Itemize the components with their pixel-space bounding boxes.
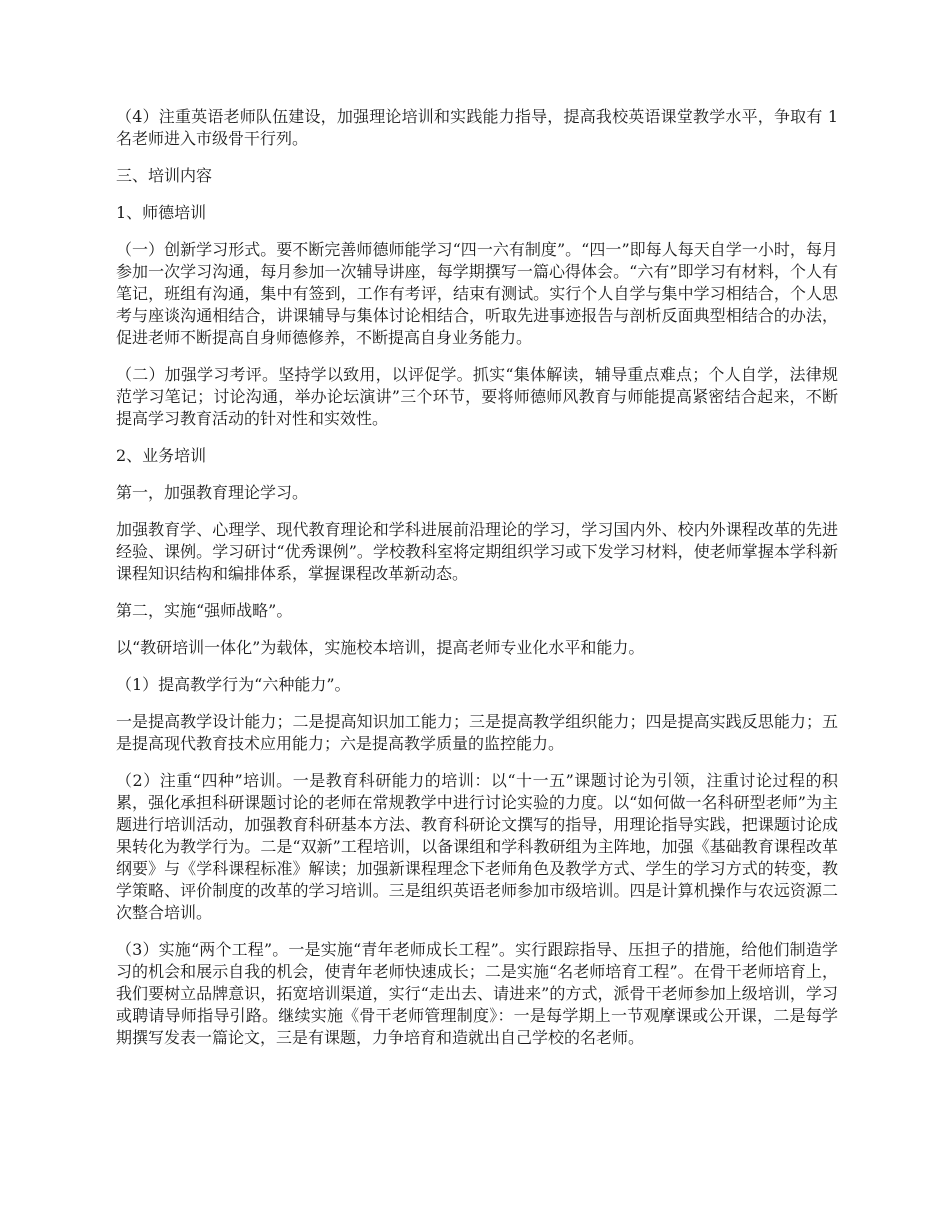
paragraph-strengthen-assessment: （二）加强学习考评。坚持学以致用，以评促学。抓实“集体解读，辅导重点难点；个人自学，法律规范学习笔记；讨论沟通，举办论坛演讲”三个环节，要将师德师风教育与师能提高紧密结合起来，不断提高学习教育活动的针对性和实效性。 — [116, 365, 838, 428]
paragraph-school-based-training: 以“教研培训一体化”为载体，实施校本培训，提高老师专业化水平和能力。 — [116, 638, 645, 657]
document-page — [116, 106, 838, 1064]
paragraph-six-abilities-title: （1）提高教学行为“六种能力”。 — [116, 675, 351, 694]
paragraph-two-projects: （3）实施“两个工程”。一是实施“青年老师成长工程”。实行跟踪指导、压担子的措施，给他们制造学习的机会和展示自我的机会，使青年老师快速成长；二是实施“名老师培育工程”。在骨干老师培育上，我们要树立品牌意识，拓宽培训渠道，实行“走出去、请进来”的方式，派骨干老师参加上级培训，学习或聘请导师指导引路。继续实施《骨干老师管理制度》：一是每学期上一节观摩课或公开课，二是每学期撰写发表一篇论文，三是有课题，力争培育和造就出自己学校的名老师。 — [116, 940, 838, 1047]
paragraph-first-theory: 第一，加强教育理论学习。 — [116, 483, 309, 502]
paragraph-six-abilities-detail: 一是提高教学设计能力；二是提高知识加工能力；三是提高教学组织能力；四是提高实践反思能力；五是提高现代教育技术应用能力；六是提高教学质量的监控能力。 — [116, 712, 838, 753]
paragraph-theory-detail: 加强教育学、心理学、现代教育理论和学科进展前沿理论的学习，学习国内外、校内外课程改革的先进经验、课例。学习研讨“优秀课例”。学校教科室将定期组织学习或下发学习材料，使老师掌握本学科新课程知识结构和编排体系，掌握课程改革新动态。 — [116, 520, 838, 583]
paragraph-teacher-team-goal: （4）注重英语老师队伍建设，加强理论培训和实践能力指导，提高我校英语课堂教学水平，争取有 1 名老师进入市级骨干行列。 — [116, 107, 838, 148]
subheading-ethics-training: 1、师德培训 — [116, 203, 207, 222]
section-heading-training-content: 三、培训内容 — [116, 166, 213, 185]
paragraph-innovate-learning-form: （一）创新学习形式。要不断完善师德师能学习“四一六有制度”。“四一”即每人每天自学一小时，每月参加一次学习沟通，每月参加一次辅导讲座，每学期撰写一篇心得体会。“六有”即学习有材料，个人有笔记，班组有沟通，集中有签到，工作有考评，结束有测试。实行个人自学与集中学习相结合，个人思考与座谈沟通相结合，讲课辅导与集体讨论相结合，听取先进事迹报告与剖析反面典型相结合的办法，促进老师不断提高自身师德修养，不断提高自身业务能力。 — [116, 240, 838, 347]
subheading-professional-training: 2、业务培训 — [116, 446, 207, 465]
paragraph-second-strategy: 第二，实施“强师战略”。 — [116, 601, 293, 620]
paragraph-four-trainings: （2）注重“四种”培训。一是教育科研能力的培训：以“十一五”课题讨论为引领，注重讨论过程的积累，强化承担科研课题讨论的老师在常规教学中进行讨论实验的力度。以“如何做一名科研型老师”为主题进行培训活动，加强教育科研基本方法、教育科研论文撰写的指导，用理论指导实践，把课题讨论成果转化为教学行为。二是“双新”工程培训，以备课组和学科教研组为主阵地，加强《基础教育课程改革纲要》与《学科课程标准》解读；加强新课程理念下老师角色及教学方式、学生的学习方式的转变，教学策略、评价制度的改革的学习培训。三是组织英语老师参加市级培训。四是计算机操作与农远资源二次整合培训。 — [116, 771, 838, 922]
